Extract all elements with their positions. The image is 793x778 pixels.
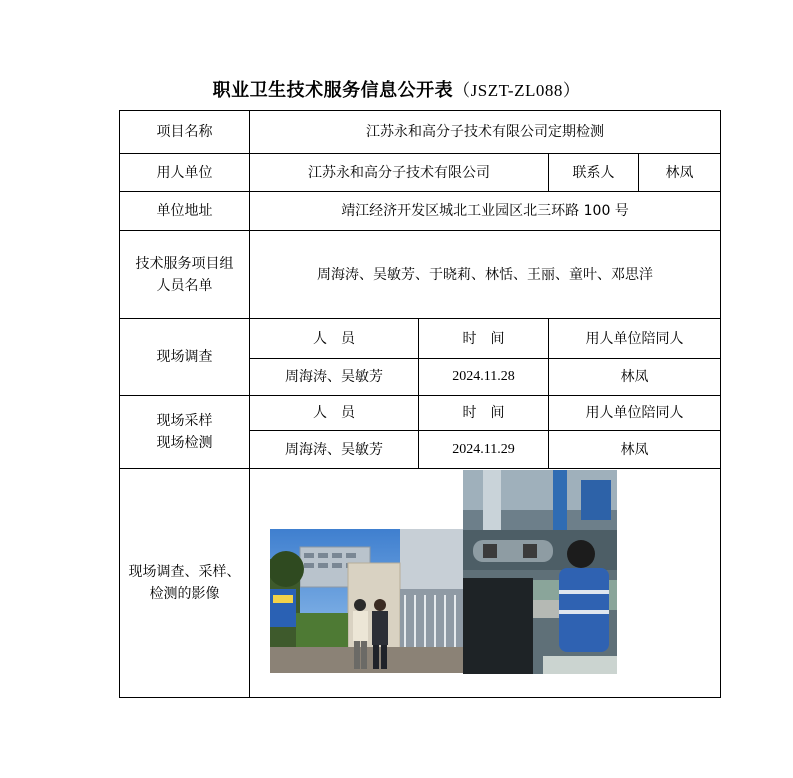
page-title <box>0 76 793 102</box>
contact-label: 联系人 <box>549 154 639 192</box>
images-cell <box>250 469 721 698</box>
sampling-label-line1: 现场采样 <box>156 413 213 429</box>
images-label-line2: 检测的影像 <box>149 586 220 602</box>
survey-header-time: 时 间 <box>419 319 549 359</box>
sampling-header-personnel: 人 员 <box>250 396 419 431</box>
survey-label: 现场调查 <box>120 319 250 396</box>
images-label-line1: 现场调查、采样、 <box>128 564 241 580</box>
sampling-header-escort: 用人单位陪同人 <box>549 396 721 431</box>
sampling-header-time: 时 间 <box>419 396 549 431</box>
survey-personnel: 周海涛、吴敏芳 <box>250 359 419 396</box>
row-images <box>120 469 721 698</box>
team-label-line1: 技术服务项目组 <box>135 255 234 272</box>
project-name-label: 项目名称 <box>120 111 250 154</box>
survey-escort: 林凤 <box>549 359 721 396</box>
team-value: 周海涛、吴敏芳、于晓莉、林恬、王丽、童叶、邓思洋 <box>250 231 721 319</box>
photo-area <box>250 469 720 697</box>
employer-label: 用人单位 <box>120 154 250 192</box>
site-workshop-photo <box>463 470 617 674</box>
sampling-label <box>120 396 250 469</box>
row-address <box>120 192 721 231</box>
team-label-line2: 人员名单 <box>156 277 213 294</box>
row-employer <box>120 154 721 192</box>
sampling-label-line2: 现场检测 <box>156 435 213 451</box>
title-main: 职业卫生技术服务信息公开表 <box>212 80 454 101</box>
row-survey-header <box>120 319 721 359</box>
address-value: 靖江经济开发区城北工业园区北三环路 100 号 <box>250 192 721 231</box>
row-project-name <box>120 111 721 154</box>
info-table <box>119 110 721 698</box>
sampling-escort: 林凤 <box>549 431 721 469</box>
row-team <box>120 231 721 319</box>
survey-header-escort: 用人单位陪同人 <box>549 319 721 359</box>
project-name-value: 江苏永和高分子技术有限公司定期检测 <box>250 111 721 154</box>
team-label <box>120 231 250 319</box>
employer-value: 江苏永和高分子技术有限公司 <box>250 154 549 192</box>
site-gate-photo <box>270 529 464 673</box>
title-code: （JSZT-ZL088） <box>453 81 581 100</box>
images-label <box>120 469 250 698</box>
sampling-time: 2024.11.29 <box>419 431 549 469</box>
sampling-personnel: 周海涛、吴敏芳 <box>250 431 419 469</box>
survey-header-personnel: 人 员 <box>250 319 419 359</box>
contact-value: 林凤 <box>639 154 721 192</box>
row-sampling-header <box>120 396 721 431</box>
survey-time: 2024.11.28 <box>419 359 549 396</box>
address-label: 单位地址 <box>120 192 250 231</box>
